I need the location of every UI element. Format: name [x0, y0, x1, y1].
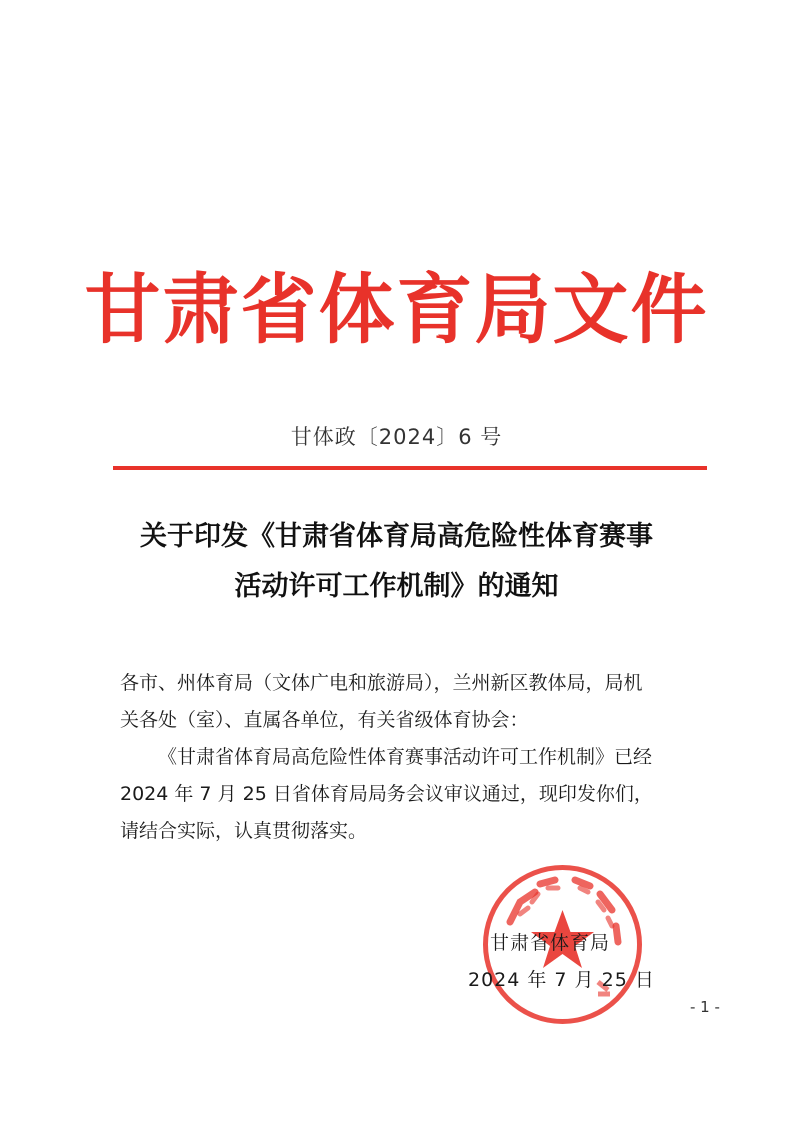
page-number: - 1 - — [690, 998, 720, 1016]
notice-title-line1: 关于印发《甘肃省体育局高危险性体育赛事 — [140, 521, 653, 552]
paragraph-line3: 请结合实际，认真贯彻落实。 — [120, 820, 368, 842]
recipients-line1: 各市、州体育局（文体广电和旅游局），兰州新区教体局，局机 — [120, 672, 643, 694]
red-divider-line — [113, 466, 707, 470]
notice-body — [120, 665, 720, 850]
recipients-line2: 关各处（室）、直属各单位，有关省级体育协会： — [120, 709, 529, 731]
issuer-name: 甘肃省体育局 — [490, 932, 611, 954]
paragraph-line1: 《甘肃省体育局高危险性体育赛事活动许可工作机制》已经 — [158, 746, 653, 768]
document-number: 甘体政〔2024〕6 号 — [290, 425, 503, 449]
paragraph-line2: 2024 年 7 月 25 日省体育局局务会议审议通过，现印发你们， — [120, 783, 653, 805]
issue-date: 2024 年 7 月 25 日 — [468, 969, 655, 991]
masthead-title: 甘肃省体育局文件 — [84, 265, 709, 354]
notice-title — [60, 512, 733, 612]
notice-title-line2: 活动许可工作机制》的通知 — [234, 571, 559, 602]
